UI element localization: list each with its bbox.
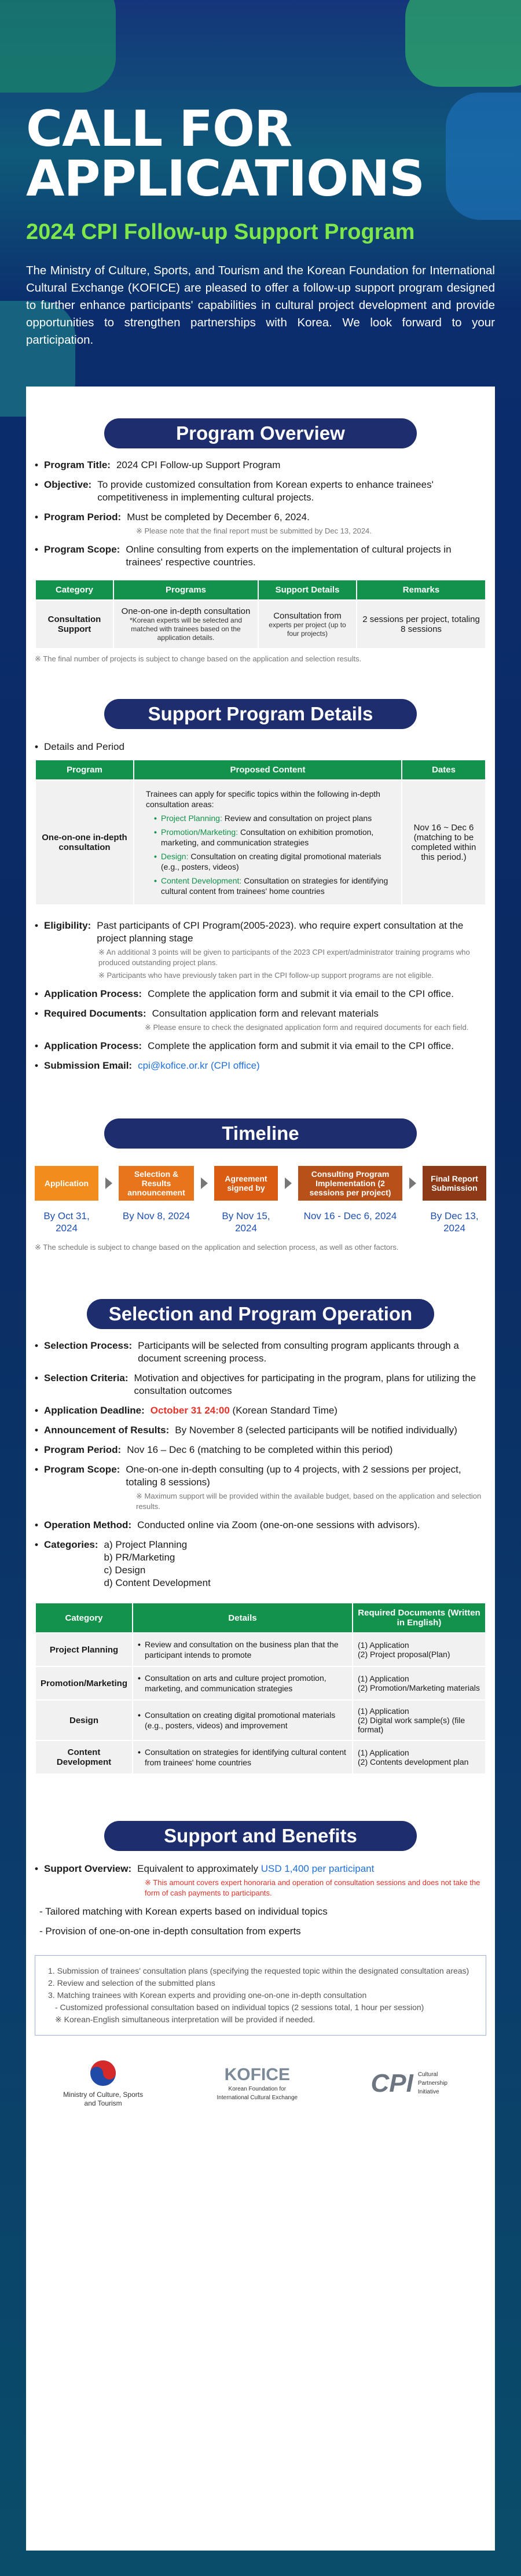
required-documents: Consultation application form and relevant materials bbox=[152, 1008, 379, 1019]
label: Operation Method: bbox=[44, 1519, 132, 1530]
table-cell: One-on-one in-depth consultation bbox=[121, 606, 251, 616]
section-title: Support and Benefits bbox=[104, 1821, 417, 1851]
label: Application Process: bbox=[44, 1040, 142, 1051]
docs-note: ※ Please ensure to check the designated application form and required documents for each field. bbox=[145, 1023, 469, 1032]
label: Program Period: bbox=[44, 511, 122, 522]
table-header: Category bbox=[35, 580, 113, 600]
table-cell-note: experts per project (up to four projects) bbox=[269, 620, 346, 638]
section-details: Support Program Details • Details and Period Program Proposed Content Dates One-on-one in-depth consultation Trainees can apply for specific topics within the following in-depth consultation areas: • Project Planning: Review and consultation on project plans • Promotion/Marketing: Consultation on exhibition promotion, marketing, and communication strategies • Design: Consultation on creating digital promotional materials (e.g., posters, videos) • Content Development: Consultation on strategies for identifying cultural content from trainees' home countries Nov 16 ~ Dec 6 (matching to be completed within this period.) • Eligibility: Past participants of CPI Program(2005-2023). who require expert consultation at the project planning stage ※ An additional 3 points will be given to participants of the 2023 CPI expert/administrator training programs who produced outstanding project plans. ※ Participants who have previously taken part in the CPI follow-up support programs are not eligible. • Application Process: Complete the application form and submit it via email to the CPI office. • Required Documents: Consultation application form and relevant materials ※ Please ensure to check the designated application form and required documents for each field. • Application Process: Complete the application form and submit it via email to the CPI office. • Submission Email: cpi@kofice.or.kr (CPI office) bbox=[26, 664, 495, 1072]
support-amount: USD 1,400 per participant bbox=[260, 1863, 375, 1874]
label: Support Overview: bbox=[44, 1863, 132, 1874]
table-row: Project Planning • Review and consultation on the business plan that the participant intends to promote (1) Application (2) Project proposal(Plan) bbox=[35, 1633, 486, 1666]
label: Application Deadline: bbox=[44, 1405, 145, 1416]
categories-table bbox=[35, 1602, 486, 1775]
overview-table bbox=[35, 579, 486, 649]
label: Eligibility: bbox=[44, 920, 91, 931]
table-cell: Consultation from bbox=[273, 610, 342, 621]
selection-criteria: Motivation and objectives for participating in the program, plans for utilizing the consultation outcomes bbox=[134, 1372, 476, 1396]
arrow-icon bbox=[201, 1177, 208, 1189]
content-card bbox=[26, 387, 495, 2551]
label: Submission Email: bbox=[44, 1060, 133, 1071]
results: By November 8 (selected participants will be notified individually) bbox=[175, 1425, 457, 1436]
list-item: • Design: Consultation on creating digital promotional materials (e.g., posters, videos) bbox=[154, 852, 381, 871]
timeline-note: ※ The schedule is subject to change based on the application and selection process, as well as other factors. bbox=[35, 1243, 399, 1252]
section-timeline bbox=[26, 1072, 495, 1253]
label: Categories: bbox=[44, 1539, 98, 1550]
table-header: Support Details bbox=[258, 580, 357, 600]
arrow-icon bbox=[409, 1177, 416, 1189]
label: Program Title: bbox=[44, 459, 111, 470]
eligibility: Past participants of CPI Program(2005-2023). who require expert consultation at the project planning stage bbox=[97, 920, 464, 944]
table-header: Required Documents (Written in English) bbox=[353, 1603, 486, 1633]
label: Required Documents: bbox=[44, 1008, 146, 1019]
details-table bbox=[35, 759, 486, 906]
table-row bbox=[35, 780, 486, 905]
label: Selection Process: bbox=[44, 1340, 133, 1351]
table-cell: One-on-one in-depth consultation bbox=[35, 780, 134, 905]
list-item: • Promotion/Marketing: Consultation on exhibition promotion, marketing, and communication strategies bbox=[154, 827, 374, 847]
categories-list: a) Project Planning b) PR/Marketing c) Design d) Content Development bbox=[104, 1539, 211, 1588]
period-note: ※ Please note that the final report must be submitted by Dec 13, 2024. bbox=[136, 527, 372, 535]
application-process: Complete the application form and submit it via email to the CPI office. bbox=[148, 1040, 454, 1051]
program-scope: One-on-one in-depth consulting (up to 4 projects, with 2 sessions per project, totaling 8 sessions) bbox=[126, 1464, 461, 1488]
label: Announcement of Results: bbox=[44, 1425, 170, 1436]
label: Program Scope: bbox=[44, 544, 120, 555]
selection-process: Participants will be selected from consulting program applicants through a document screening process. bbox=[138, 1340, 459, 1364]
ministry-logo: Ministry of Culture, Sports and Tourism bbox=[63, 2059, 144, 2108]
operation-method: Conducted online via Zoom (one-on-one sessions with advisors). bbox=[137, 1519, 420, 1530]
kofice-logo: KOFICE Korean Foundation for International Cultural Exchange bbox=[217, 2065, 298, 2101]
hero-subtitle: 2024 CPI Follow-up Support Program bbox=[26, 220, 415, 244]
list-item: • Content Development: Consultation on strategies for identifying cultural content from trainees' home countries bbox=[154, 876, 388, 896]
arrow-icon bbox=[105, 1177, 112, 1189]
submission-email-link[interactable]: cpi@kofice.or.kr (CPI office) bbox=[138, 1060, 260, 1071]
section-selection: Selection and Program Operation • Selection Process: Participants will be selected from consulting program applicants through a document screening process. • Selection Criteria: Motivation and objectives for participating in the program, plans for utilizing the consultation outcomes • Application Deadline: October 31 24:00 (Korean Standard Time) • Announcement of Results: By November 8 (selected participants will be notified individually) • Program Period: Nov 16 – Dec 6 (matching to be completed within this period) • Program Scope: One-on-one in-depth consulting (up to 4 projects, with 2 sessions per project, totaling 8 sessions) ※ Maximum support will be provided within the available budget, based on the application and selection results. • Operation Method: Conducted online via Zoom (one-on-one sessions with advisors). • Categories: a) Project Planning b) PR/Marketing c) Design d) Content Development Category Details Required Documents (Written in English) Project Planning • Review and consultation on the business plan that the participant intends to promote (1) Application (2) Project proposal(Plan) Promotion/Marketing • Consultation on arts and culture project promotion, marketing, and communication strategies (1) Application (2) Promotion/Marketing materials Design • Consultation on creating digital promotional materials (e.g., posters, videos) and improvement (1) Application (2) Digital work sample(s) (file format) Content Development • Consultation on strategies for identifying cultural content from trainees' home countries (1) Application (2) Contents development plan bbox=[26, 1253, 495, 1775]
program-period: Must be completed by December 6, 2024. bbox=[127, 511, 310, 522]
label: Application Process: bbox=[44, 988, 142, 999]
benefit-item: - Tailored matching with Korean experts based on individual topics bbox=[39, 1906, 328, 1917]
scope-note: ※ Maximum support will be provided within the available budget, based on the application and selection results. bbox=[136, 1492, 482, 1511]
taegeuk-icon bbox=[89, 2059, 118, 2088]
table-cell-note: *Korean experts will be selected and matched with trainees based on the application details. bbox=[129, 616, 243, 642]
arrow-icon bbox=[285, 1177, 292, 1189]
eligibility-note: ※ An additional 3 points will be given to participants of the 2023 CPI expert/administrator training programs who produced outstanding project plans. bbox=[98, 948, 470, 967]
hero bbox=[0, 0, 521, 349]
benefit-item: - Provision of one-on-one in-depth consultation from experts bbox=[39, 1926, 301, 1937]
list-item: • Project Planning: Review and consultation on project plans bbox=[154, 814, 372, 823]
timeline-step: Agreement signed by By Nov 15, 2024 bbox=[214, 1166, 278, 1234]
eligibility-note: ※ Participants who have previously taken part in the CPI follow-up support programs are not eligible. bbox=[98, 971, 434, 980]
table-header: Details bbox=[133, 1603, 353, 1633]
table-row: Promotion/Marketing • Consultation on arts and culture project promotion, marketing, and communication strategies (1) Application (2) Promotion/Marketing materials bbox=[35, 1666, 486, 1700]
table-header: Category bbox=[35, 1603, 133, 1633]
hero-title: CALL FOR APPLICATIONS bbox=[26, 100, 425, 208]
table-row: Content Development • Consultation on strategies for identifying cultural content from trainees' home countries (1) Application (2) Contents development plan bbox=[35, 1740, 486, 1774]
program-scope: Online consulting from experts on the implementation of cultural projects in trainees' respective countries. bbox=[126, 544, 452, 568]
table-cell: 2 sessions per project, totaling 8 sessions bbox=[357, 600, 486, 649]
hero-intro: The Ministry of Culture, Sports, and Tourism and the Korean Foundation for International Cultural Exchange (KOFICE) are pleased to offer a follow-up support program designed to further enhance participants' capabilities in cultural project development and provide opportunities to strengthen partnerships with Korea. We look forward to your participation. bbox=[26, 264, 495, 347]
program-title: 2024 CPI Follow-up Support Program bbox=[116, 459, 281, 470]
objective: To provide customized consultation from Korean experts to enhance trainees' competitiveness in implementing cultural projects. bbox=[97, 479, 434, 503]
table-header: Program bbox=[35, 760, 134, 780]
footnote: ※ The final number of projects is subject to change based on the application and selection results. bbox=[35, 654, 362, 663]
timeline-step: Final Report Submission By Dec 13, 2024 bbox=[423, 1166, 486, 1234]
table-row bbox=[35, 600, 486, 649]
table-cell: Consultation Support bbox=[35, 600, 113, 649]
section-overview: Program Overview • Program Title: 2024 CPI Follow-up Support Program • Objective: To provide customized consultation from Korean experts to enhance trainees' competitiveness in implementing cultural projects. • Program Period: Must be completed by December 6, 2024. ※ Please note that the final report must be submitted by Dec 13, 2024. • Program Scope: Online consulting from experts on the implementation of cultural projects in trainees' respective countries. Category Programs Support Details Remarks Consultation Support One-on-one in-depth consultation *Korean experts will be selected and matched with trainees based on the application details. Consultation from experts per project (up to four projects) 2 sessions per project, totaling 8 sessions ※ The final number of projects is subject to change based on the application and selection results. bbox=[26, 387, 495, 664]
cpi-logo: CPI Cultural Partnership Initiative bbox=[370, 2069, 447, 2097]
details-intro: Trainees can apply for specific topics within the following in-depth consultation areas: bbox=[146, 789, 380, 809]
table-header: Remarks bbox=[357, 580, 486, 600]
table-header: Proposed Content bbox=[134, 760, 402, 780]
label: Program Scope: bbox=[44, 1464, 120, 1475]
table-row: Design • Consultation on creating digital promotional materials (e.g., posters, videos) and improvement (1) Application (2) Digital work sample(s) (file format) bbox=[35, 1700, 486, 1740]
label: Selection Criteria: bbox=[44, 1372, 129, 1383]
timeline-step: Selection & Results announcement By Nov 8, 2024 bbox=[119, 1166, 194, 1222]
label: Program Period: bbox=[44, 1444, 122, 1455]
program-period: Nov 16 – Dec 6 (matching to be completed within this period) bbox=[127, 1444, 393, 1455]
table-cell: Nov 16 ~ Dec 6 (matching to be completed within this period.) bbox=[402, 780, 486, 905]
section-title: Support Program Details bbox=[104, 699, 417, 729]
benefit-note: ※ This amount covers expert honoraria and operation of consultation sessions and does not take the form of cash payments to participants. bbox=[145, 1878, 480, 1897]
footer-logos bbox=[26, 2059, 495, 2108]
timeline-step: Consulting Program Implementation (2 sessions per project) Nov 16 - Dec 6, 2024 bbox=[298, 1166, 402, 1222]
application-process: Complete the application form and submit it via email to the CPI office. bbox=[148, 988, 454, 999]
section-benefits: Support and Benefits • Support Overview: Equivalent to approximately USD 1,400 per participant ※ This amount covers expert honoraria and operation of consultation sessions and does not take the form of cash payments to participants. - Tailored matching with Korean experts based on individual topics - Provision of one-on-one in-depth consultation from experts 1. Submission of trainees' consultation plans (specifying the requested topic within the designated consultation areas) 2. Review and selection of the submitted plans 3. Matching trainees with Korean experts and providing one-on-one in-depth consultation - Customized professional consultation based on individual topics (2 sessions total, 1 hour per session) ※ Korean-English simultaneous interpretation will be provided if needed. bbox=[26, 1775, 495, 2036]
section-title: Program Overview bbox=[104, 418, 417, 448]
timeline-step: Application By Oct 31, 2024 bbox=[35, 1166, 98, 1234]
section-title: Selection and Program Operation bbox=[87, 1299, 434, 1329]
subheading: Details and Period bbox=[44, 741, 124, 752]
table-header: Programs bbox=[113, 580, 258, 600]
deadline: October 31 24:00 bbox=[150, 1405, 230, 1416]
section-title: Timeline bbox=[104, 1118, 417, 1149]
table-header: Dates bbox=[402, 760, 486, 780]
label: Objective: bbox=[44, 479, 92, 490]
process-box: 1. Submission of trainees' consultation plans (specifying the requested topic within the designated consultation areas) 2. Review and selection of the submitted plans 3. Matching trainees with Korean experts and providing one-on-one in-depth consultation - Customized professional consultation based on individual topics (2 sessions total, 1 hour per session) ※ Korean-English simultaneous interpretation will be provided if needed. bbox=[35, 1955, 486, 2036]
timeline-steps bbox=[35, 1166, 486, 1234]
